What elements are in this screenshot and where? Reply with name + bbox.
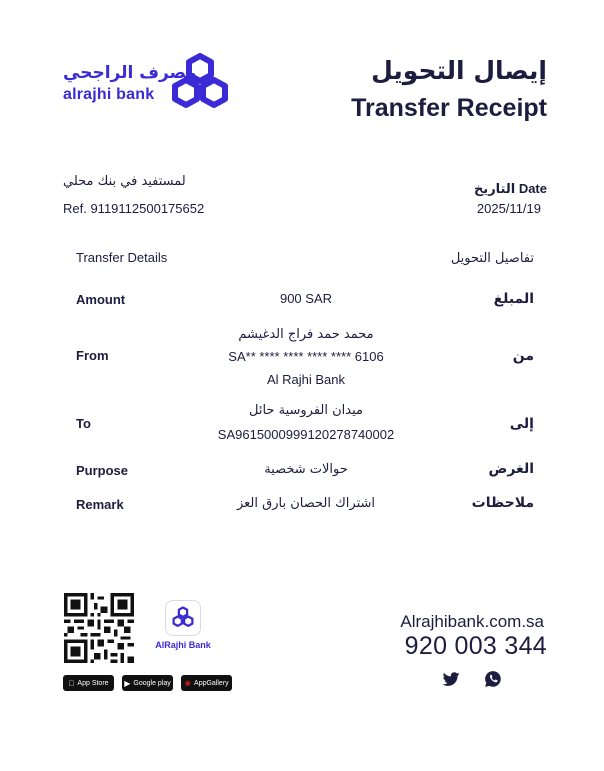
- app-store-badge[interactable]: [63, 675, 114, 691]
- date-value: 2025/11/19: [476, 201, 541, 216]
- receipt-title-english: Transfer Receipt: [351, 94, 547, 122]
- app-name: AlRajhi Bank: [155, 640, 211, 650]
- amount-value: 900 SAR: [279, 291, 333, 306]
- whatsapp-icon[interactable]: [483, 669, 503, 689]
- remark-value: اشتراك الحصان بارق العز: [236, 496, 376, 511]
- alrajhi-logo-small-icon: [171, 606, 195, 630]
- amount-label-english: Amount: [76, 292, 126, 307]
- beneficiary-type: لمستفيد في بنك محلي: [63, 174, 186, 189]
- sender-bank: Al Rajhi Bank: [266, 372, 346, 387]
- google-play-badge[interactable]: [122, 675, 173, 691]
- from-label-arabic: من: [512, 348, 534, 364]
- beneficiary-name: ميدان الفروسية حائل: [249, 403, 363, 418]
- alrajhi-app-icon[interactable]: [165, 600, 201, 636]
- transfer-details-heading-english: Transfer Details: [76, 250, 168, 265]
- remark-label-english: Remark: [76, 497, 124, 512]
- website-link[interactable]: Alrajhibank.com.sa: [400, 612, 544, 631]
- sender-name: محمد حمد فراج الدغيشم: [238, 327, 374, 342]
- google-play-label: Google play: [133, 679, 171, 687]
- huawei-icon: ❀: [184, 678, 192, 688]
- appgallery-badge[interactable]: [181, 675, 232, 691]
- play-icon: ▶: [124, 678, 131, 688]
- appgallery-label: AppGallery: [194, 679, 229, 687]
- twitter-icon[interactable]: [441, 669, 461, 689]
- apple-icon: [68, 679, 74, 688]
- date-label: التاريخ Date: [473, 181, 547, 196]
- sender-account: SA** **** **** **** **** 6106: [228, 349, 384, 364]
- purpose-label-arabic: الغرض: [488, 461, 534, 477]
- phone-number[interactable]: 920 003 344: [404, 632, 547, 660]
- amount-label-arabic: المبلغ: [493, 291, 534, 307]
- app-store-label: App Store: [74, 679, 106, 687]
- purpose-value: حوالات شخصية: [264, 462, 348, 477]
- receipt-title-arabic: إيصال التحويل: [371, 56, 547, 85]
- purpose-label-english: Purpose: [76, 463, 129, 478]
- bank-logo-english-text: alrajhi bank: [63, 86, 155, 103]
- beneficiary-iban: SA9615000999120278740002: [217, 427, 395, 442]
- transfer-details-heading-arabic: تفاصيل التحويل: [450, 251, 534, 266]
- reference-number: Ref. 9119112500175652: [63, 201, 205, 216]
- remark-label-arabic: ملاحظات: [471, 495, 534, 511]
- from-label-english: From: [76, 348, 109, 363]
- alrajhi-logo-icon: [168, 53, 232, 115]
- to-label-english: To: [76, 416, 91, 431]
- to-label-arabic: إلى: [509, 416, 534, 432]
- bank-logo-arabic-text: مصرف الراجحي: [63, 63, 197, 83]
- qr-code[interactable]: [63, 593, 135, 663]
